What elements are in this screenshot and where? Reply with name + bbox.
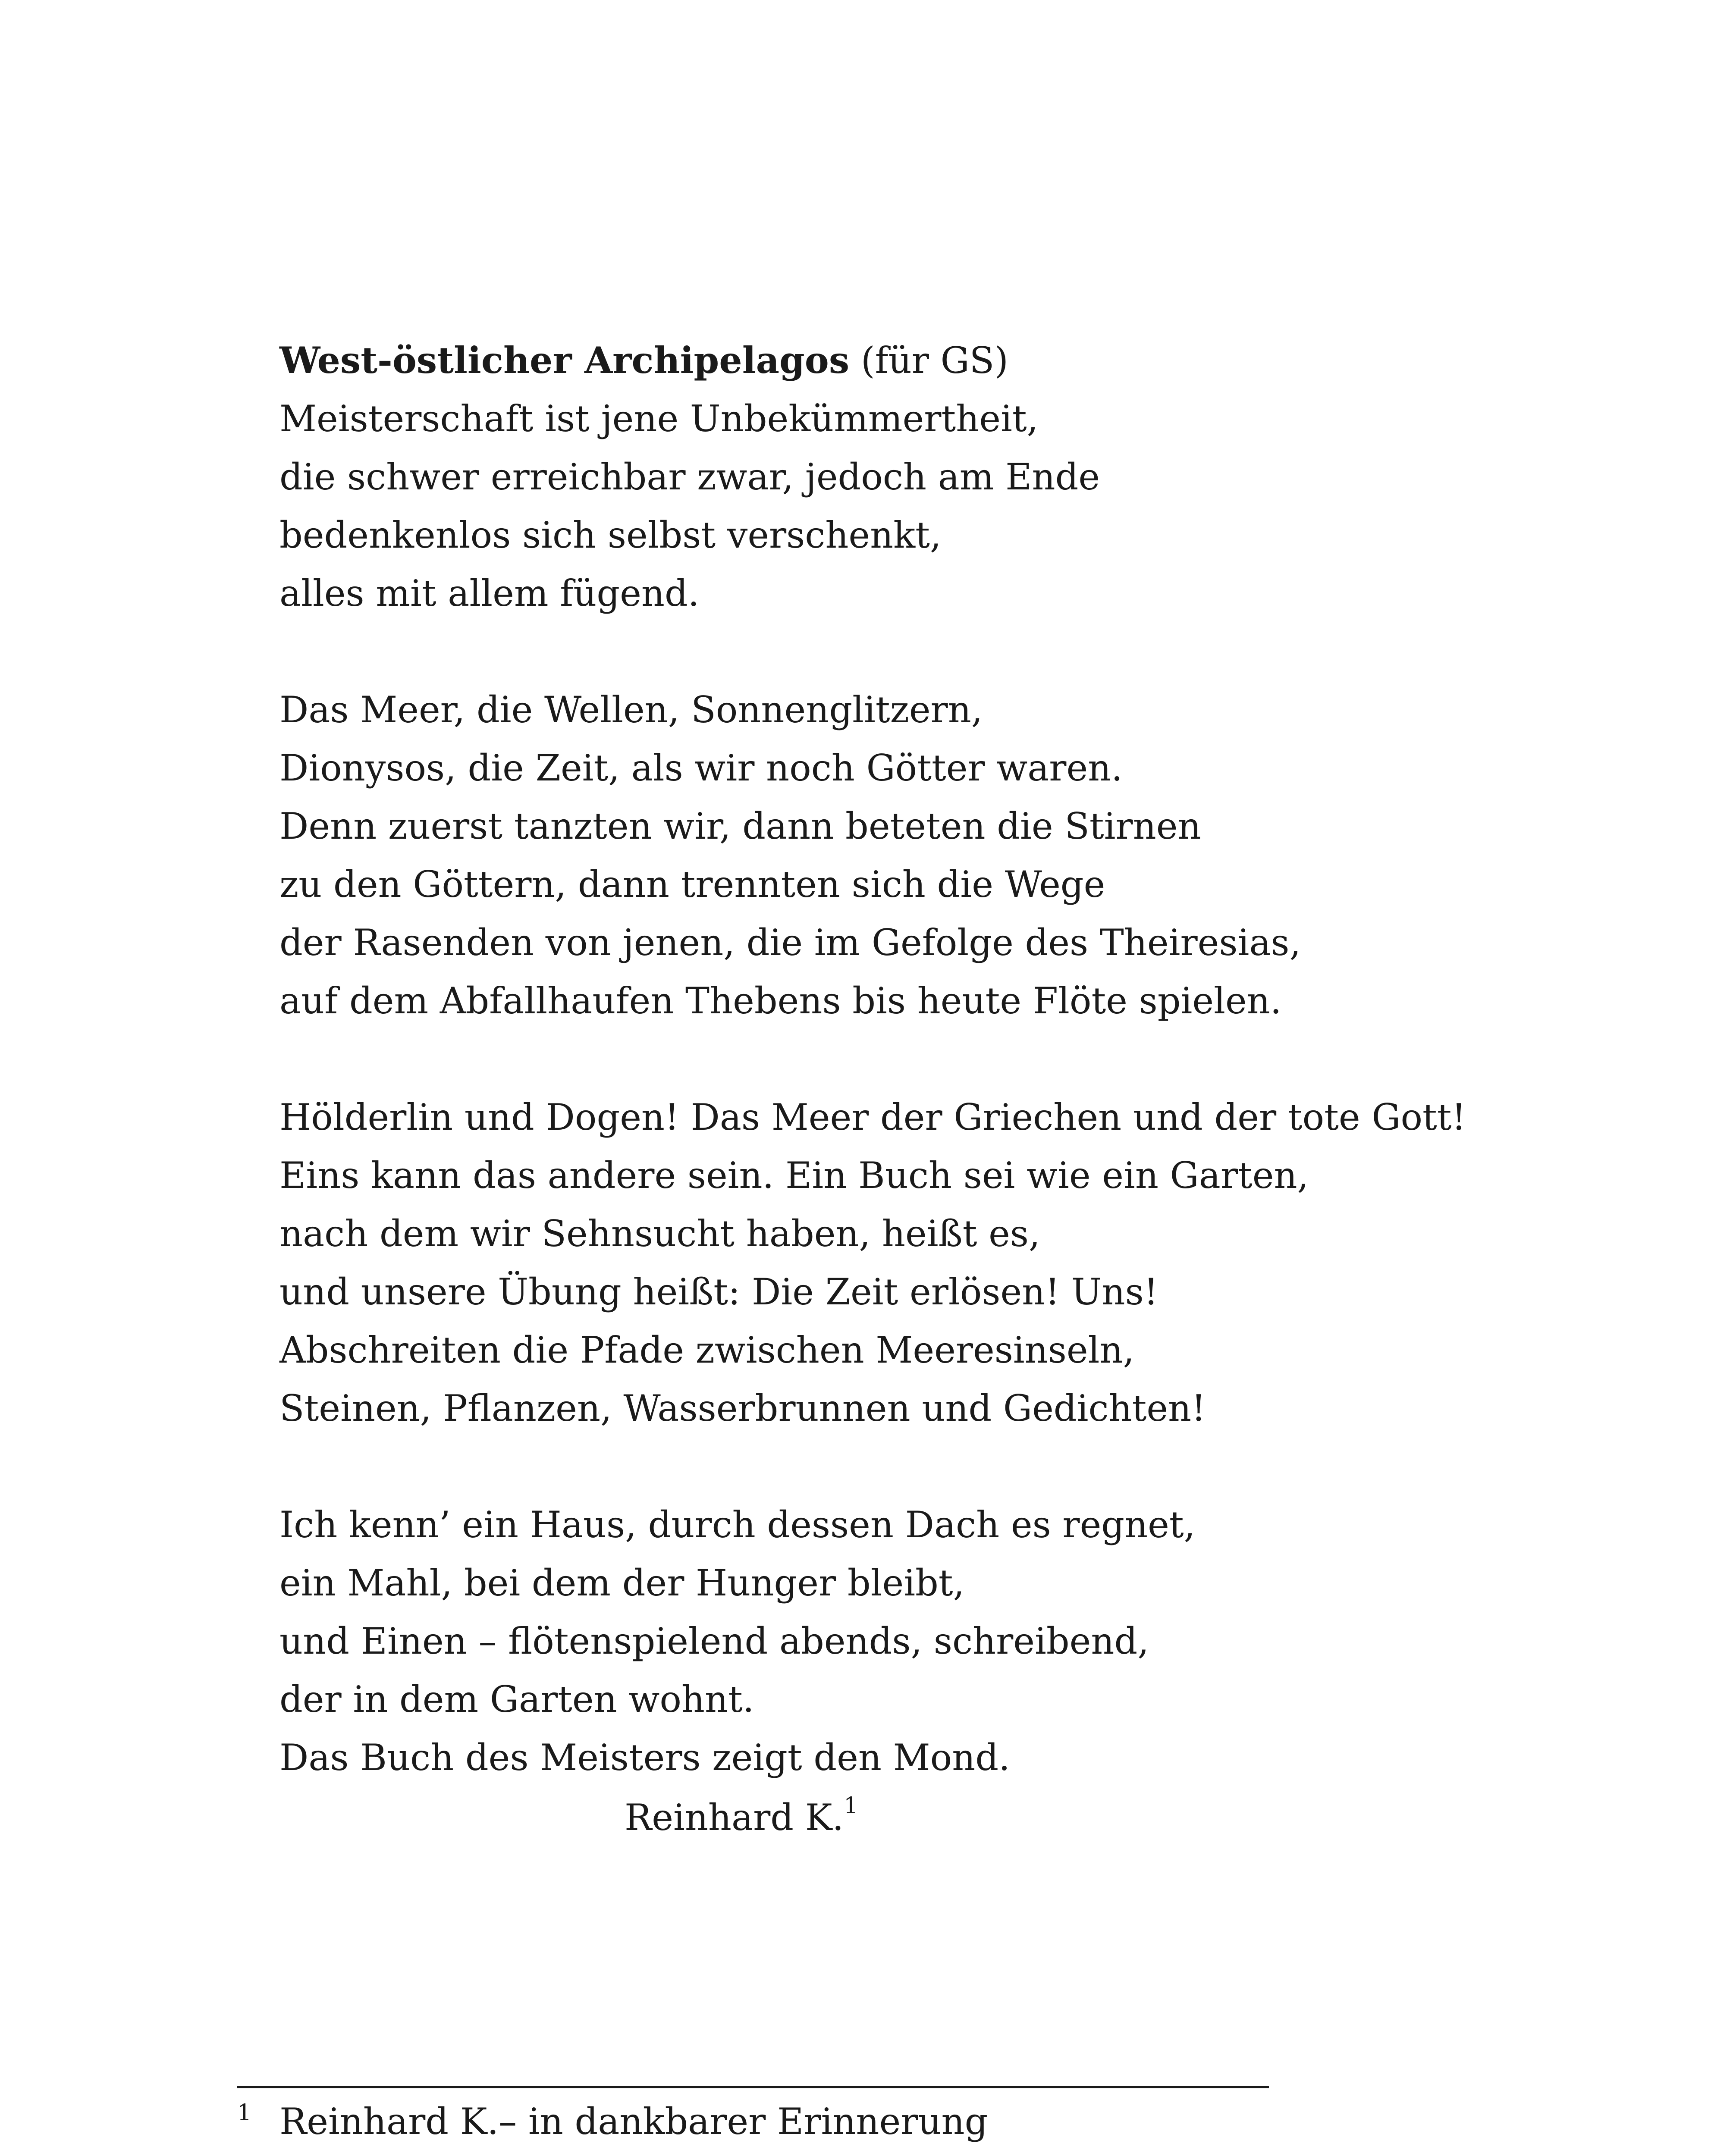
poem-line: bedenkenlos sich selbst verschenkt, bbox=[279, 514, 942, 556]
poem-line: Meisterschaft ist jene Unbekümmertheit, bbox=[279, 398, 1039, 440]
poem-title-text: West-östlicher Archipelagos bbox=[279, 339, 850, 382]
footnote-text: Reinhard K.– in dankbarer Erinnerung bbox=[279, 2100, 988, 2143]
footnote-number: 1 bbox=[237, 2100, 252, 2126]
poem-line: der Rasenden von jenen, die im Gefolge des Theiresias, bbox=[279, 921, 1301, 964]
poem-line: nach dem wir Sehnsucht haben, heißt es, bbox=[279, 1213, 1040, 1255]
poem-line: Dionysos, die Zeit, als wir noch Götter waren. bbox=[279, 747, 1123, 789]
poem-line: Hölderlin und Dogen! Das Meer der Griechen und der tote Gott! bbox=[279, 1096, 1466, 1138]
poem bbox=[279, 331, 1617, 1787]
stanza-2 bbox=[279, 681, 1617, 1030]
signature bbox=[625, 1789, 858, 1847]
poem-line: die schwer erreichbar zwar, jedoch am Ende bbox=[279, 456, 1100, 498]
poem-line: der in dem Garten wohnt. bbox=[279, 1678, 754, 1720]
poem-line: Eins kann das andere sein. Ein Buch sei wie ein Garten, bbox=[279, 1154, 1309, 1197]
poem-title bbox=[279, 331, 1617, 390]
stanza-3 bbox=[279, 1088, 1617, 1438]
poem-line: Denn zuerst tanzten wir, dann beteten die Stirnen bbox=[279, 805, 1201, 847]
poem-line: und unsere Übung heißt: Die Zeit erlösen! Uns! bbox=[279, 1271, 1158, 1313]
poem-line: auf dem Abfallhaufen Thebens bis heute Flöte spielen. bbox=[279, 980, 1282, 1022]
poem-line: alles mit allem fügend. bbox=[279, 572, 700, 614]
poem-line: Das Meer, die Wellen, Sonnenglitzern, bbox=[279, 689, 983, 731]
poem-dedication: (für GS) bbox=[849, 339, 1009, 382]
footnote bbox=[237, 2096, 988, 2147]
stanza-1 bbox=[279, 390, 1617, 623]
poem-line: und Einen – flötenspielend abends, schreibend, bbox=[279, 1620, 1149, 1662]
poem-line: Das Buch des Meisters zeigt den Mond. bbox=[279, 1736, 1010, 1779]
poem-line: zu den Göttern, dann trennten sich die Wege bbox=[279, 863, 1105, 906]
poem-line: Ich kenn’ ein Haus, durch dessen Dach es regnet, bbox=[279, 1504, 1196, 1546]
poem-line: Steinen, Pflanzen, Wasserbrunnen und Gedichten! bbox=[279, 1387, 1206, 1429]
poem-line: Abschreiten die Pfade zwischen Meeresinseln, bbox=[279, 1329, 1135, 1371]
poem-line: ein Mahl, bei dem der Hunger bleibt, bbox=[279, 1562, 965, 1604]
signature-name: Reinhard K. bbox=[625, 1796, 844, 1839]
stanza-4 bbox=[279, 1496, 1617, 1787]
footnote-divider bbox=[237, 2086, 1269, 2088]
footnote-reference[interactable]: 1 bbox=[844, 1793, 858, 1819]
